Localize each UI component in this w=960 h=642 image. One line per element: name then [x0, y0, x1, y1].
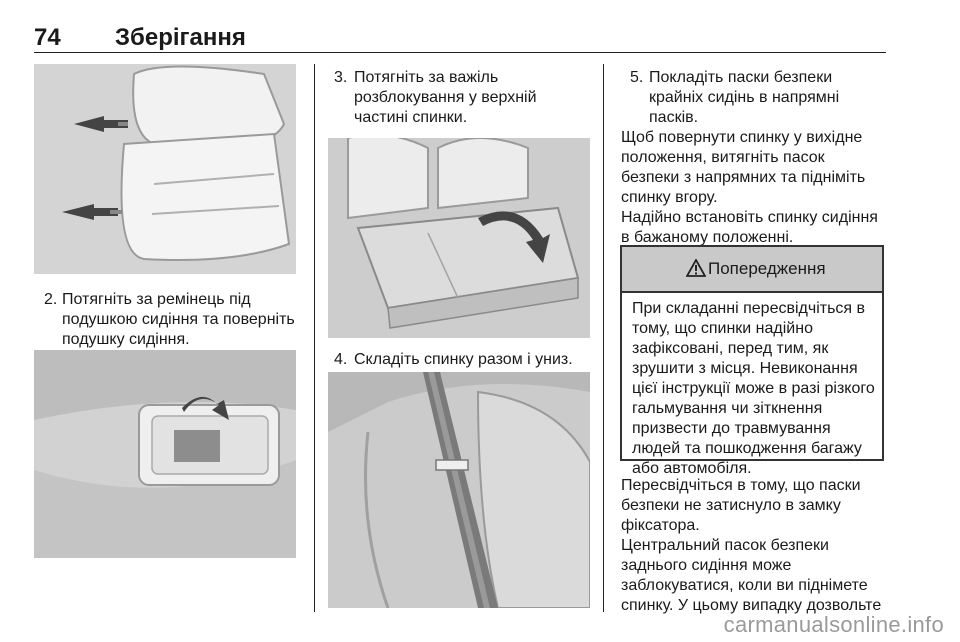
footer-watermark[interactable]: carmanualsonline.info — [723, 612, 944, 637]
step-5-line-3: пасків. — [649, 109, 699, 126]
step-5-line-2: крайніх сидінь в напрямні — [649, 89, 840, 106]
para2-line-2: в бажаному положенні. — [621, 229, 794, 246]
paragraph-return-seatback — [621, 128, 887, 208]
warning-line-8: людей та пошкодження багажу — [632, 440, 862, 457]
para3-line-3: фіксатора. — [621, 517, 700, 534]
step-2-line-1: Потягніть за ремінець під — [62, 291, 251, 308]
warning-header — [622, 247, 882, 293]
step-4 — [334, 350, 596, 370]
para4-line-3: заблокуватися, коли ви піднімете — [621, 577, 868, 594]
para1-line-2: положення, витягніть пасок — [621, 149, 825, 166]
warning-line-3: зафіксовані, перед тим, як — [632, 340, 829, 357]
warning-line-6: гальмування чи зіткнення — [632, 400, 823, 417]
header-rule — [34, 52, 886, 53]
step-2 — [44, 290, 306, 350]
warning-line-5: цієї інструкції може в разі різкого — [632, 380, 875, 397]
seat-cushion-strap-illustration — [34, 350, 296, 558]
page-number: 74 — [34, 24, 61, 51]
step-4-number: 4. — [334, 351, 348, 368]
para2-line-1: Надійно встановіть спинку сидіння — [621, 209, 878, 226]
paragraph-secure-seatback — [621, 208, 887, 248]
warning-body — [632, 299, 878, 479]
column-divider-2 — [603, 64, 604, 612]
para3-line-1: Пересвідчіться в тому, що паски — [621, 477, 861, 494]
warning-box — [620, 245, 884, 477]
step-5-line-1: Покладіть паски безпеки — [649, 69, 833, 86]
step-3-line-2: розблокування у верхній — [354, 89, 537, 106]
para4-line-2: заднього сидіння може — [621, 557, 792, 574]
step-4-line-1: Складіть спинку разом і униз. — [354, 351, 573, 368]
warning-line-1: При складанні пересвідчіться в — [632, 300, 866, 317]
paragraph-center-belt — [621, 536, 887, 616]
step-2-line-2: подушкою сидіння та поверніть — [62, 311, 295, 328]
para3-line-2: безпеки не затиснуло в замку — [621, 497, 841, 514]
step-5-number: 5. — [630, 69, 644, 86]
step-3 — [334, 68, 596, 128]
warning-title: Попередження — [708, 259, 826, 278]
figure-folded-seatback — [328, 138, 590, 338]
section-title: Зберігання — [115, 24, 246, 51]
step-3-line-3: частині спинки. — [354, 109, 468, 126]
figure-seat-headrest — [34, 64, 296, 274]
figure-seat-belt — [328, 372, 590, 608]
warning-line-2: тому, що спинки надійно — [632, 320, 813, 337]
para1-line-4: спинку вгору. — [621, 189, 718, 206]
step-3-number: 3. — [334, 69, 348, 86]
step-3-line-1: Потягніть за важіль — [354, 69, 499, 86]
para4-line-1: Центральний пасок безпеки — [621, 537, 829, 554]
para1-line-3: безпеки з напрямних та підніміть — [621, 169, 866, 186]
para4-line-4: спинку. У цьому випадку дозвольте — [621, 597, 882, 614]
para1-line-1: Щоб повернути спинку у вихідне — [621, 129, 863, 146]
seat-headrest-arrows-illustration — [34, 64, 296, 274]
warning-line-9: або автомобіля. — [632, 460, 752, 477]
seat-belt-illustration — [328, 372, 590, 608]
step-2-line-3: подушку сидіння. — [62, 331, 190, 348]
column-divider-1 — [314, 64, 315, 612]
warning-line-7: призвести до травмування — [632, 420, 831, 437]
warning-line-4: зрушити з місця. Невиконання — [632, 360, 858, 377]
folded-seatback-illustration — [328, 138, 590, 338]
step-5 — [630, 68, 888, 128]
step-2-number: 2. — [44, 291, 58, 308]
warning-triangle-icon — [686, 259, 706, 282]
paragraph-belt-not-trapped — [621, 476, 887, 536]
figure-seat-cushion — [34, 350, 296, 558]
